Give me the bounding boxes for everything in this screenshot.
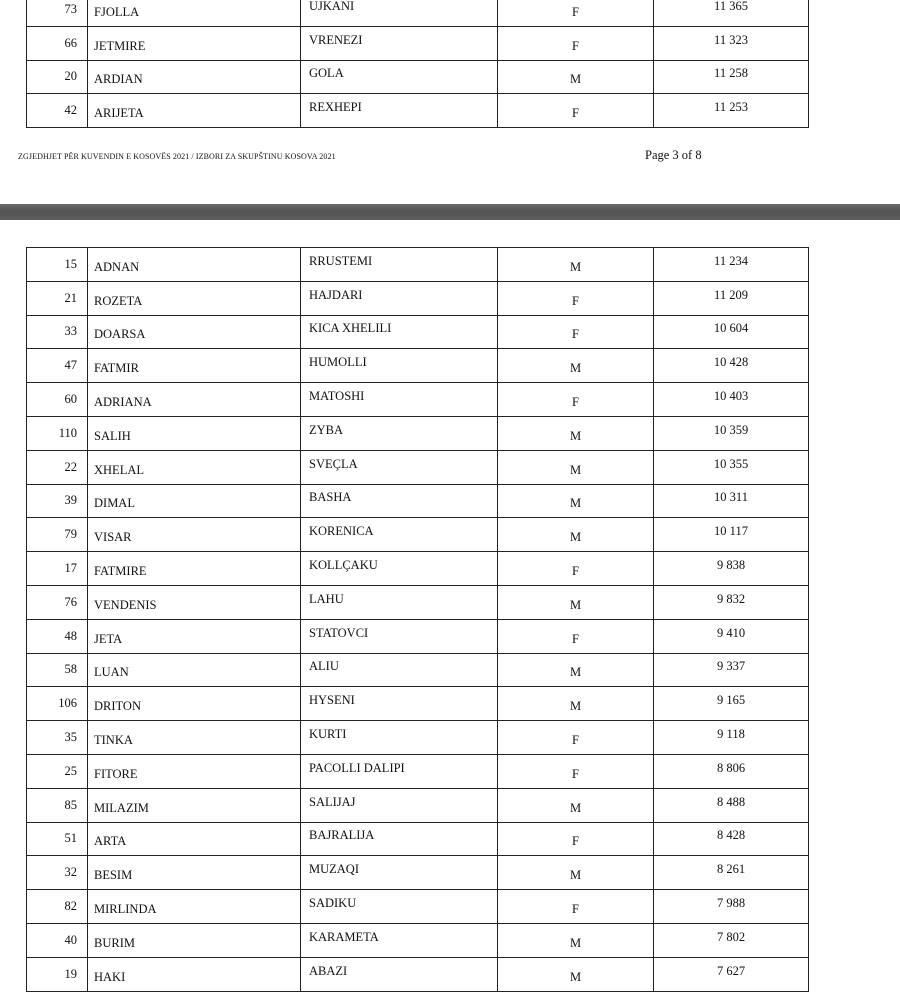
last-name-cell: SALIJAJ bbox=[301, 788, 498, 822]
table-row bbox=[27, 60, 809, 94]
gender-cell: M bbox=[498, 957, 654, 991]
rank-cell: 20 bbox=[27, 60, 88, 94]
votes-cell: 9 410 bbox=[654, 619, 809, 653]
votes-cell: 10 117 bbox=[654, 518, 809, 552]
gender-cell: M bbox=[498, 788, 654, 822]
first-name-cell: HAKI bbox=[88, 957, 301, 991]
rank-cell: 17 bbox=[27, 552, 88, 586]
table-row bbox=[27, 653, 809, 687]
table-row bbox=[27, 721, 809, 755]
gender-cell: F bbox=[498, 822, 654, 856]
last-name-cell: MATOSHI bbox=[301, 383, 498, 417]
gender-cell: F bbox=[498, 94, 654, 128]
votes-cell: 9 165 bbox=[654, 687, 809, 721]
gender-cell: M bbox=[498, 687, 654, 721]
document-footer-title: ZGJEDHJET PËR KUVENDIN E KOSOVËS 2021 / IZBORI ZA SKUPŠTINU KOSOVA 2021 bbox=[18, 152, 336, 161]
last-name-cell: ALIU bbox=[301, 653, 498, 687]
first-name-cell: FITORE bbox=[88, 754, 301, 788]
first-name-cell: XHELAL bbox=[88, 450, 301, 484]
last-name-cell: VRENEZI bbox=[301, 26, 498, 60]
last-name-cell: ZYBA bbox=[301, 416, 498, 450]
last-name-cell: RRUSTEMI bbox=[301, 248, 498, 282]
gender-cell: F bbox=[498, 281, 654, 315]
rank-cell: 39 bbox=[27, 484, 88, 518]
gender-cell: M bbox=[498, 518, 654, 552]
rank-cell: 110 bbox=[27, 416, 88, 450]
votes-cell: 10 604 bbox=[654, 315, 809, 349]
votes-cell: 11 258 bbox=[654, 60, 809, 94]
results-table-bottom-body bbox=[27, 248, 809, 992]
table-row bbox=[27, 822, 809, 856]
gender-cell: F bbox=[498, 721, 654, 755]
table-row bbox=[27, 315, 809, 349]
first-name-cell: FATMIRE bbox=[88, 552, 301, 586]
first-name-cell: ARIJETA bbox=[88, 94, 301, 128]
first-name-cell: JETMIRE bbox=[88, 26, 301, 60]
page-number-label: Page 3 of 8 bbox=[645, 148, 702, 162]
table-row bbox=[27, 349, 809, 383]
table-row bbox=[27, 0, 809, 26]
last-name-cell: KARAMETA bbox=[301, 923, 498, 957]
votes-cell: 11 323 bbox=[654, 26, 809, 60]
last-name-cell: HAJDARI bbox=[301, 281, 498, 315]
results-table-top bbox=[26, 0, 809, 128]
table-row bbox=[27, 248, 809, 282]
last-name-cell: ABAZI bbox=[301, 957, 498, 991]
table-row bbox=[27, 281, 809, 315]
last-name-cell: HYSENI bbox=[301, 687, 498, 721]
gender-cell: M bbox=[498, 60, 654, 94]
gender-cell: F bbox=[498, 315, 654, 349]
first-name-cell: VISAR bbox=[88, 518, 301, 552]
table-row bbox=[27, 687, 809, 721]
gender-cell: M bbox=[498, 923, 654, 957]
last-name-cell: MUZAQI bbox=[301, 856, 498, 890]
table-row bbox=[27, 416, 809, 450]
last-name-cell: SADIKU bbox=[301, 890, 498, 924]
first-name-cell: MIRLINDA bbox=[88, 890, 301, 924]
gender-cell: F bbox=[498, 619, 654, 653]
table-row bbox=[27, 26, 809, 60]
last-name-cell: KURTI bbox=[301, 721, 498, 755]
rank-cell: 51 bbox=[27, 822, 88, 856]
gender-cell: M bbox=[498, 856, 654, 890]
table-row bbox=[27, 450, 809, 484]
rank-cell: 58 bbox=[27, 653, 88, 687]
first-name-cell: ADNAN bbox=[88, 248, 301, 282]
first-name-cell: MILAZIM bbox=[88, 788, 301, 822]
rank-cell: 19 bbox=[27, 957, 88, 991]
first-name-cell: ARTA bbox=[88, 822, 301, 856]
gender-cell: F bbox=[498, 383, 654, 417]
last-name-cell: SVEÇLA bbox=[301, 450, 498, 484]
first-name-cell: ADRIANA bbox=[88, 383, 301, 417]
rank-cell: 25 bbox=[27, 754, 88, 788]
last-name-cell: PACOLLI DALIPI bbox=[301, 754, 498, 788]
table-row bbox=[27, 890, 809, 924]
votes-cell: 8 806 bbox=[654, 754, 809, 788]
gender-cell: F bbox=[498, 890, 654, 924]
gender-cell: M bbox=[498, 349, 654, 383]
rank-cell: 35 bbox=[27, 721, 88, 755]
gender-cell: F bbox=[498, 754, 654, 788]
first-name-cell: JETA bbox=[88, 619, 301, 653]
votes-cell: 11 209 bbox=[654, 281, 809, 315]
votes-cell: 10 359 bbox=[654, 416, 809, 450]
gender-cell: M bbox=[498, 450, 654, 484]
last-name-cell: BASHA bbox=[301, 484, 498, 518]
rank-cell: 79 bbox=[27, 518, 88, 552]
last-name-cell: KICA XHELILI bbox=[301, 315, 498, 349]
table-row bbox=[27, 383, 809, 417]
rank-cell: 73 bbox=[27, 0, 88, 26]
table-row bbox=[27, 94, 809, 128]
table-row bbox=[27, 957, 809, 991]
first-name-cell: BESIM bbox=[88, 856, 301, 890]
first-name-cell: ROZETA bbox=[88, 281, 301, 315]
votes-cell: 9 337 bbox=[654, 653, 809, 687]
votes-cell: 8 428 bbox=[654, 822, 809, 856]
gender-cell: M bbox=[498, 585, 654, 619]
last-name-cell: KOLLÇAKU bbox=[301, 552, 498, 586]
table-row bbox=[27, 518, 809, 552]
votes-cell: 11 365 bbox=[654, 0, 809, 26]
results-table-top-body bbox=[27, 0, 809, 128]
votes-cell: 10 403 bbox=[654, 383, 809, 417]
results-table-bottom bbox=[26, 247, 809, 992]
first-name-cell: ARDIAN bbox=[88, 60, 301, 94]
first-name-cell: BURIM bbox=[88, 923, 301, 957]
gender-cell: F bbox=[498, 552, 654, 586]
last-name-cell: BAJRALIJA bbox=[301, 822, 498, 856]
votes-cell: 11 234 bbox=[654, 248, 809, 282]
gender-cell: M bbox=[498, 653, 654, 687]
table-row bbox=[27, 619, 809, 653]
gender-cell: F bbox=[498, 0, 654, 26]
page-separator bbox=[0, 204, 900, 220]
rank-cell: 32 bbox=[27, 856, 88, 890]
last-name-cell: GOLA bbox=[301, 60, 498, 94]
votes-cell: 9 832 bbox=[654, 585, 809, 619]
votes-cell: 8 261 bbox=[654, 856, 809, 890]
rank-cell: 15 bbox=[27, 248, 88, 282]
first-name-cell: LUAN bbox=[88, 653, 301, 687]
votes-cell: 10 428 bbox=[654, 349, 809, 383]
last-name-cell: REXHEPI bbox=[301, 94, 498, 128]
first-name-cell: TINKA bbox=[88, 721, 301, 755]
rank-cell: 42 bbox=[27, 94, 88, 128]
gender-cell: M bbox=[498, 484, 654, 518]
document-page-4 bbox=[0, 220, 900, 984]
rank-cell: 82 bbox=[27, 890, 88, 924]
votes-cell: 9 118 bbox=[654, 721, 809, 755]
rank-cell: 40 bbox=[27, 923, 88, 957]
votes-cell: 10 311 bbox=[654, 484, 809, 518]
rank-cell: 106 bbox=[27, 687, 88, 721]
last-name-cell: KORENICA bbox=[301, 518, 498, 552]
last-name-cell: LAHU bbox=[301, 585, 498, 619]
table-row bbox=[27, 788, 809, 822]
votes-cell: 9 838 bbox=[654, 552, 809, 586]
table-row bbox=[27, 923, 809, 957]
table-row bbox=[27, 754, 809, 788]
last-name-cell: STATOVCI bbox=[301, 619, 498, 653]
rank-cell: 85 bbox=[27, 788, 88, 822]
rank-cell: 60 bbox=[27, 383, 88, 417]
votes-cell: 7 802 bbox=[654, 923, 809, 957]
first-name-cell: SALIH bbox=[88, 416, 301, 450]
gender-cell: M bbox=[498, 416, 654, 450]
votes-cell: 11 253 bbox=[654, 94, 809, 128]
rank-cell: 48 bbox=[27, 619, 88, 653]
last-name-cell: HUMOLLI bbox=[301, 349, 498, 383]
document-page-3 bbox=[0, 0, 900, 204]
votes-cell: 7 988 bbox=[654, 890, 809, 924]
rank-cell: 76 bbox=[27, 585, 88, 619]
first-name-cell: FJOLLA bbox=[88, 0, 301, 26]
table-row bbox=[27, 484, 809, 518]
votes-cell: 7 627 bbox=[654, 957, 809, 991]
table-row bbox=[27, 552, 809, 586]
last-name-cell: UJKANI bbox=[301, 0, 498, 26]
gender-cell: F bbox=[498, 26, 654, 60]
rank-cell: 33 bbox=[27, 315, 88, 349]
first-name-cell: VENDENIS bbox=[88, 585, 301, 619]
first-name-cell: DIMAL bbox=[88, 484, 301, 518]
votes-cell: 8 488 bbox=[654, 788, 809, 822]
votes-cell: 10 355 bbox=[654, 450, 809, 484]
first-name-cell: DOARSA bbox=[88, 315, 301, 349]
rank-cell: 47 bbox=[27, 349, 88, 383]
first-name-cell: FATMIR bbox=[88, 349, 301, 383]
rank-cell: 21 bbox=[27, 281, 88, 315]
first-name-cell: DRITON bbox=[88, 687, 301, 721]
table-row bbox=[27, 585, 809, 619]
gender-cell: M bbox=[498, 248, 654, 282]
rank-cell: 66 bbox=[27, 26, 88, 60]
rank-cell: 22 bbox=[27, 450, 88, 484]
table-row bbox=[27, 856, 809, 890]
